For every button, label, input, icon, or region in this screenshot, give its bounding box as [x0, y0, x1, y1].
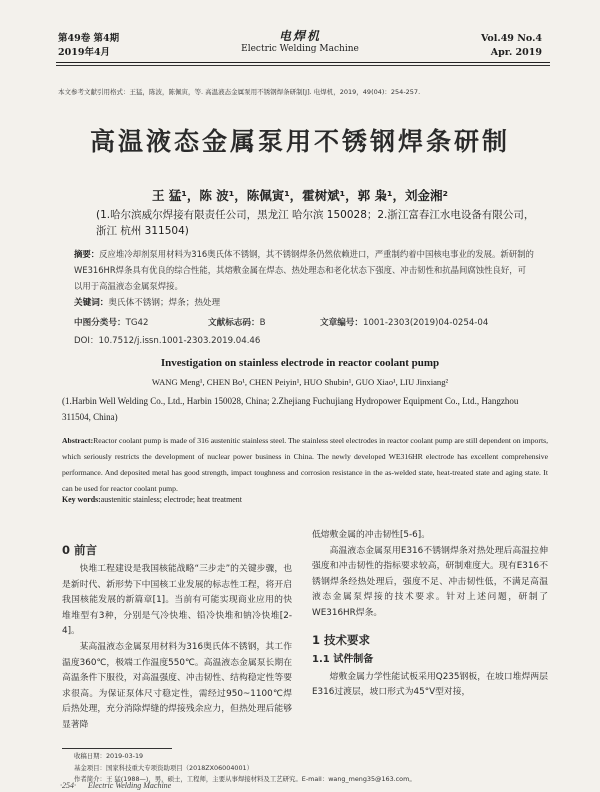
affiliation-en: (1.Harbin Well Welding Co., Ltd., Harbin 150028, China; 2.Zhejiang Fuchujiang Hydropower Equipment Co., Ltd., Hangzhou 311504, China): [62, 396, 519, 422]
footnote-received: 收稿日期：2019-03-19: [74, 752, 144, 760]
affiliation-cn: (1.哈尔滨威尔焊接有限责任公司，黑龙江 哈尔滨 150028；2.浙江富春江水电设备有限公司，浙江 杭州 311504): [96, 209, 535, 237]
section-1-1-paragraph: 熔敷金属力学性能试板采用Q235钢板，在坡口堆焊两层E316过渡层，坡口形式为45°V型对接，: [312, 671, 548, 698]
right-paragraph-continued: 低熔敷金属的冲击韧性[5-6]。: [312, 530, 430, 540]
keywords-cn: [74, 296, 220, 308]
keywords-cn-text: 奥氏体不锈钢；焊条；热处理: [108, 298, 221, 308]
clc-value: TG42: [125, 318, 149, 328]
section-0-paragraph-2: 某高温液态金属泵用材料为316奥氏体不锈钢，其工作温度360℃，极端工作温度550℃。高温液态金属泵长期在高温条件下服役，对高温强度、冲击韧性、结构稳定性等要求很高。为保证泵体尺寸稳定性，需经过950~1100℃焊后热处理，充分消除焊缝的焊接残余应力，但热处理后能够显著降: [62, 641, 292, 730]
article-no-value: 1001-2303(2019)04-0254-04: [362, 318, 489, 328]
abstract-cn: [74, 246, 534, 294]
doi: [74, 334, 260, 346]
header-rule: [56, 62, 550, 63]
keywords-en-label: Key words:: [62, 495, 101, 504]
section-1-heading: 1 技术要求: [312, 632, 371, 647]
left-column: [62, 542, 292, 734]
article-no: [320, 316, 488, 328]
header-rule-thin: [56, 65, 550, 66]
abstract-cn-text: 反应堆冷却剂泵用材料为316奥氏体不锈钢，其不锈钢焊条仍然依赖进口，严重制约着中国核电事业的发展。新研制的WE316HR焊条具有优良的综合性能，其熔敷金属在焊态、热处理态和老化状态下强度、冲击韧性和抗晶间腐蚀性良好，可以用于高温液态金属泵焊接。: [74, 249, 534, 291]
running-footer: Electric Welding Machine: [88, 781, 172, 790]
clc: [74, 316, 148, 328]
abstract-en-text: Reactor coolant pump is made of 316 austenitic stainless steel. The stainless steel electrodes in reactor coolant pump are still dependent on imports, which seriously restricts the development of nuclear power business in China. The newly developed WE316HR electrode has excellent comprehensive performance. And deposited metal has good strength, impact toughness and corrosion resistance in the as-welded state, heat-treated state and aging state. It can be used for reactor coolant pump.: [62, 436, 548, 493]
journal-name-en: Electric Welding Machine: [241, 44, 359, 54]
doi-value: 10.7512/j.issn.1001-2303.2019.04.46: [98, 336, 261, 346]
clc-label: 中图分类号：: [74, 318, 126, 328]
abstract-en: [62, 433, 548, 497]
keywords-en: [62, 495, 242, 504]
date-en: Apr. 2019: [490, 47, 542, 58]
paper-title-cn: 高温液态金属泵用不锈钢焊条研制: [89, 127, 510, 156]
journal-logo: 电焊机: [278, 29, 321, 43]
abstract-cn-label: 摘要：: [74, 249, 100, 259]
header-right: [481, 32, 542, 60]
section-0-heading: 0 前言: [62, 543, 98, 557]
footnote-author: 作者简介：王 猛(1988—)，男，硕士，工程师，主要从事焊接材料及工艺研究。E-mail：wang_meng35@163.com。: [74, 775, 416, 783]
keywords-cn-label: 关键词：: [74, 298, 109, 308]
doc-code: [208, 316, 265, 328]
volume-cn: 第49卷 第4期: [58, 33, 120, 44]
right-paragraph-1: 高温液态金属泵用E316不锈钢焊条对热处理后高温拉伸强度和冲击韧性的指标要求较高，研制难度大。现有E316不锈钢焊条经热处理后，强度不足、冲击韧性低，不满足高温液态金属泵焊接的技术要求。针对上述问题，研制了WE316HR焊条。: [312, 545, 548, 618]
page-footer: [60, 781, 171, 790]
section-0-paragraph-1: 快堆工程建设是我国核能战略“三步走”的关键步骤，也是新时代、新形势下中国核工业发展的标志性工程，将开启我国核能发展的新篇章[1]。当前有可能实现商业应用的快堆堆型有3种，分别是气冷快堆、铅冷快堆和钠冷快堆[2-4]。: [62, 564, 292, 637]
doc-code-label: 文献标志码：: [208, 318, 260, 328]
authors-en: WANG Meng¹, CHEN Bo¹, CHEN Peiyin¹, HUO Shubin¹, GUO Xiao¹, LIU Jinxiang²: [151, 377, 449, 387]
keywords-en-text: austenitic stainless; electrode; heat treatment: [100, 495, 242, 504]
article-no-label: 文章编号：: [320, 318, 363, 328]
page-number: ·254·: [60, 781, 76, 790]
doi-label: DOI：: [74, 336, 99, 346]
right-column: [312, 528, 548, 701]
volume-en: Vol.49 No.4: [480, 33, 542, 44]
citation-format: 本文参考文献引用格式：王猛，陈波，陈佩寅，等. 高温液态金属泵用不锈钢焊条研制[J]. 电焊机，2019，49(04)：254-257.: [58, 88, 421, 96]
footnote-fund: 基金项目：国家科技重大专项资助项目（2018ZX06004001）: [74, 763, 253, 772]
abstract-en-label: Abstract:: [62, 436, 94, 445]
footnote-rule: [62, 748, 172, 749]
authors-cn: 王 猛¹，陈 波¹，陈佩寅¹，霍树斌¹，郭 枭¹，刘金湘²: [152, 188, 448, 203]
paper-title-en: Investigation on stainless electrode in reactor coolant pump: [160, 357, 440, 369]
doc-code-value: B: [259, 318, 266, 328]
section-1-1-heading: 1.1 试件制备: [312, 653, 374, 665]
date-cn: 2019年4月: [58, 47, 111, 58]
